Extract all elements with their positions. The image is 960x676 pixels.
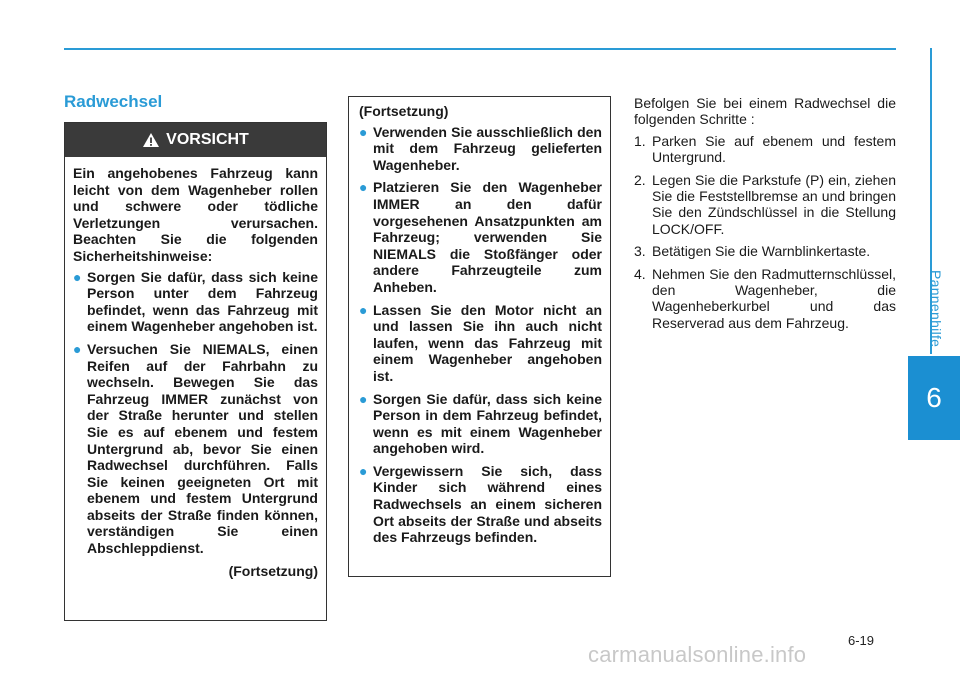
instruction-steps [634,133,896,331]
step-item [634,243,896,259]
watermark: carmanualsonline.info [588,642,807,667]
continuation-bullet-list [359,124,602,546]
step-number: 4. [634,265,646,282]
list-item [73,341,318,557]
warning-box [64,122,327,621]
warning-bullet-list [73,269,318,557]
list-item-text: Versuchen Sie NIEMALS, einen Reifen auf der Fahrbahn zu wechseln. Bewegen Sie das Fahrzeug IMMER zunächst von der Straße herunter und stellen Sie es auf ebenem und festem Untergrund ab, bevor Sie einen Radwechsel durchführen. Falls Sie keinen geeigneten Ort mit ebenem und festem Untergrund abseits der Straße finden können, verständigen Sie einen Abschleppdienst. [87,340,318,557]
bullet-icon: ● [359,301,368,318]
list-item-text: Platzieren Sie den Wagenheber IMMER an den dafür vorgesehenen Ansatzpunkten am Fahrzeug; verwenden Sie NIEMALS die Stoßfänger oder andere Fahrzeugteile zum Anheben. [373,179,602,295]
list-item [73,269,318,335]
step-number: 1. [634,132,646,149]
bullet-icon: ● [73,268,82,285]
instructions-intro: Befolgen Sie bei einem Radwechsel die folgenden Schritte : [634,95,896,128]
list-item [359,391,602,457]
step-text: Parken Sie auf ebenem und festem Untergrund. [652,132,896,166]
list-item-text: Lassen Sie den Motor nicht an und lassen Sie ihn auch nicht laufen, wenn das Fahrzeug mit einem Wagenheber angehoben ist. [373,301,602,384]
instructions-column [634,95,896,337]
step-number: 3. [634,243,646,260]
bullet-icon: ● [359,462,368,479]
list-item [359,463,602,546]
step-text: Legen Sie die Parkstufe (P) ein, ziehen Sie die Feststellbremse an und bringen Sie den Zündschlüssel in die Stellung LOCK/OFF. [652,171,896,237]
step-text: Betätigen Sie die Warnblinkertaste. [652,243,871,260]
chapter-side-label: Pannenhilfe [928,270,944,348]
step-item [634,172,896,238]
step-item [634,133,896,166]
warning-body [65,157,326,585]
warning-continuation-box [348,96,611,577]
bullet-icon: ● [73,340,82,357]
continued-note: (Fortsetzung) [359,103,449,119]
step-text: Nehmen Sie den Radmutternschlüssel, den Wagenheber, die Wagenheberkurbel und das Reserverad aus dem Fahrzeug. [652,265,896,331]
bullet-icon: ● [359,179,368,196]
warning-triangle-icon [142,132,160,148]
warning-heading: VORSICHT [166,130,249,148]
bullet-icon: ● [359,123,368,140]
top-rule [64,48,896,50]
list-item-text: Sorgen Sie dafür, dass sich keine Person in dem Fahrzeug befindet, wenn es mit einem Wagenheber angehoben wird. [373,390,602,457]
bullet-icon: ● [359,390,368,407]
list-item-text: Vergewissern Sie sich, dass Kinder sich während eines Radwechsels an einem sicheren Ort abseits der Straße und abseits des Fahrzeugs befinden. [373,462,602,546]
chapter-tab [908,356,960,440]
list-item [359,124,602,174]
warning-intro: Ein angehobenes Fahrzeug kann leicht von dem Wagenheber rollen und schwere oder tödliche Verletzungen verursachen. Beachten Sie die folgenden Sicherheitshinweise: [73,165,318,264]
chapter-number: 6 [926,382,942,413]
continued-note: (Fortsetzung) [228,562,318,579]
continuation-body [349,97,610,558]
page-number: 6-19 [848,633,875,648]
list-item-text: Sorgen Sie dafür, dass sich keine Person unter dem Fahrzeug befindet, wenn das Fahrzeug mit einem Wagenheber angehoben ist. [87,268,318,335]
list-item-text: Verwenden Sie ausschließlich den mit dem Fahrzeug gelieferten Wagenheber. [373,123,602,173]
step-number: 2. [634,171,646,188]
step-item [634,266,896,332]
section-title: Radwechsel [64,92,163,111]
warning-header [65,123,326,157]
list-item [359,302,602,385]
list-item [359,179,602,295]
